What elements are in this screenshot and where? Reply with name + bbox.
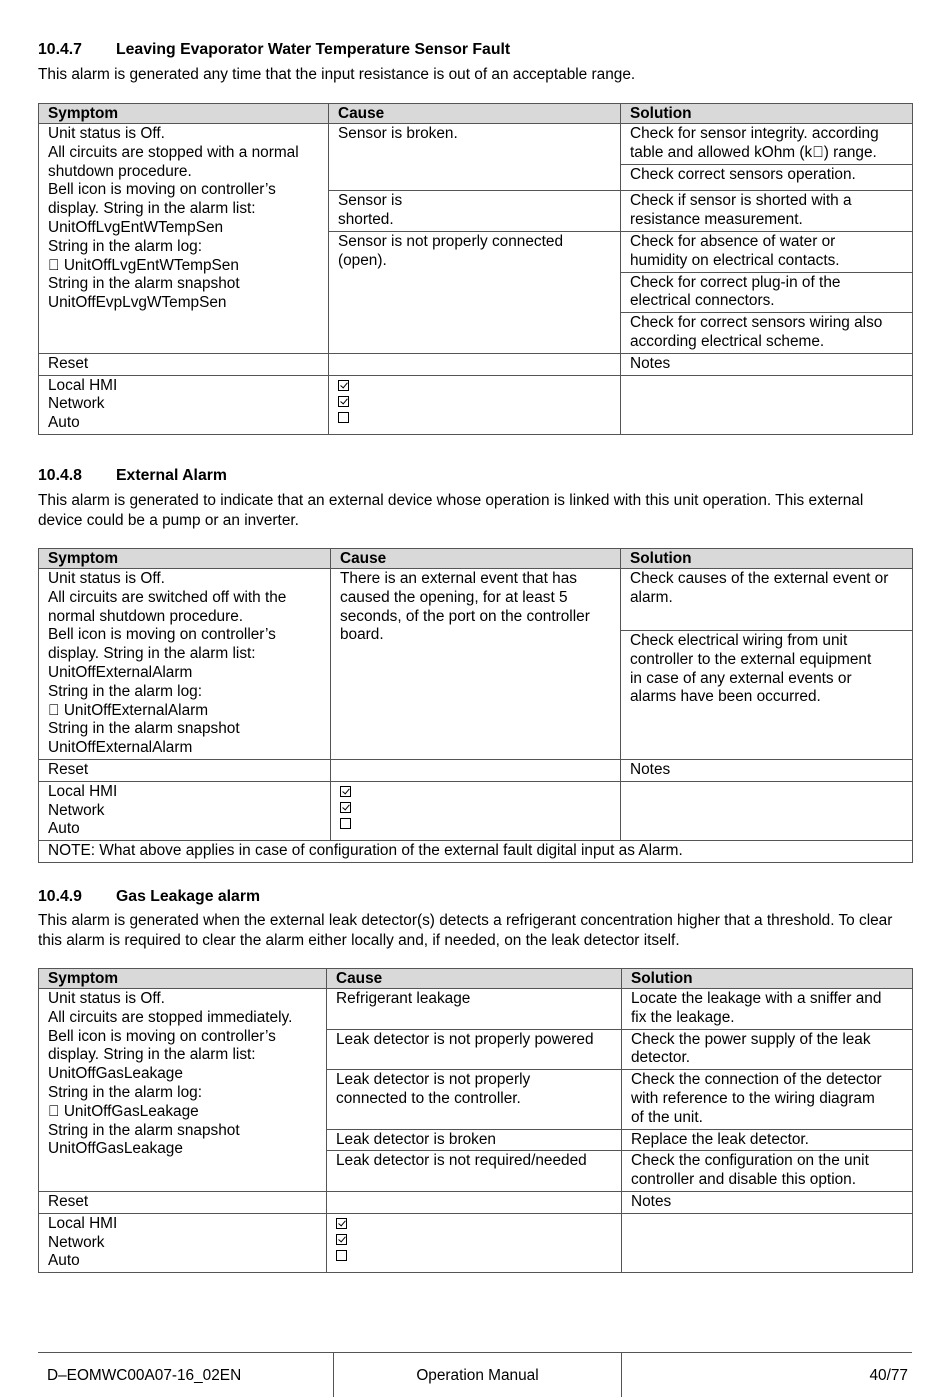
symptom-line: All circuits are stopped immediately. (48, 1008, 293, 1026)
symptom-line: String in the alarm log: (48, 682, 202, 700)
footer-page-number: 40/77 (869, 1367, 908, 1384)
symptom-cell (39, 989, 327, 1192)
section-description: This alarm is generated to indicate that an external device whose operation is linked with this unit operation. This external device could be a pump or an inverter. (38, 492, 864, 529)
notes-label: Notes (622, 1191, 913, 1213)
cause-cell (327, 1151, 622, 1192)
solution-text: Check for absence of water or humidity on electrical contacts. (630, 232, 840, 269)
table-header-row (39, 969, 913, 989)
solution-cell (622, 1151, 913, 1192)
header-solution: Solution (621, 104, 913, 124)
reset-method-network: Network (48, 395, 105, 413)
symptom-line: Bell icon is moving on controller’s (48, 626, 276, 644)
table-header-row (39, 549, 913, 569)
section-title: External Alarm (116, 467, 227, 484)
symptom-line: Bell icon is moving on controller’s (48, 1027, 276, 1045)
symptom-line: UnitOffGasLeakage (48, 1102, 192, 1120)
reset-method-local-hmi: Local HMI (48, 376, 118, 394)
solution-cell (621, 164, 913, 191)
cause-cell (327, 989, 622, 1030)
notes-cell (622, 1213, 913, 1272)
cause-text: Refrigerant leakage (336, 990, 471, 1007)
checked-box-icon (336, 1218, 347, 1229)
symptom-line: UnitOffExternalAlarm (48, 663, 193, 681)
cause-text: Sensor is shorted. (338, 192, 403, 229)
cause-cell (327, 1070, 622, 1129)
solution-cell (621, 631, 913, 760)
cause-cell (331, 569, 621, 760)
reset-empty-cell (331, 759, 621, 781)
checked-box-icon (340, 786, 351, 797)
symptom-line: Unit status is Off. (48, 570, 165, 587)
solution-text: Replace the leak detector. (631, 1130, 809, 1148)
header-symptom: Symptom (39, 104, 329, 124)
cause-cell (329, 191, 621, 232)
section-heading-10-4-7 (38, 41, 510, 59)
solution-text: Check electrical wiring from unit controller to the external equipment in case of any external events or alarms have been occurred. (630, 632, 872, 706)
symptom-line: display. String in the alarm list: (48, 1046, 256, 1064)
alarm-table-gas-leakage (38, 968, 913, 1273)
solution-cell (622, 1029, 913, 1070)
solution-text: Locate the leakage with a sniffer and fix the leakage. (631, 990, 882, 1026)
reset-empty-cell (327, 1191, 622, 1213)
section-number: 10.4.7 (38, 41, 82, 58)
section-title: Gas Leakage alarm (116, 888, 261, 905)
unchecked-box-icon (338, 412, 349, 423)
unchecked-box-icon (340, 818, 351, 829)
cause-text: Sensor is broken. (338, 125, 458, 142)
cause-text: There is an external event that has caused the opening, for at least 5 seconds, of the port on the controller board. (340, 570, 590, 644)
symptom-line: Unit status is Off. (48, 125, 165, 142)
page-footer (38, 1352, 912, 1397)
solution-text: Check the connection of the detector with reference to the wiring diagram of the unit. (631, 1071, 882, 1126)
header-symptom: Symptom (39, 549, 331, 569)
solution-cell (621, 313, 913, 354)
symptom-line: All circuits are switched off with the (48, 588, 287, 606)
reset-method-network: Network (48, 801, 105, 819)
symptom-cell (39, 124, 329, 354)
footer-doc-title: Operation Manual (334, 1353, 621, 1397)
table-header-row (39, 104, 913, 124)
reset-method-local-hmi: Local HMI (48, 1214, 118, 1232)
header-cause: Cause (327, 969, 622, 989)
note-row (39, 841, 913, 863)
cause-text: Sensor is not properly connected (open). (338, 232, 564, 269)
solution-cell (621, 124, 913, 165)
reset-method-network: Network (48, 1233, 105, 1251)
section-description: This alarm is generated when the external leak detector(s) detects a refrigerant concentration higher that a threshold. To clear this alarm is required to clear the alarm either locally and, if needed, on the leak detector itself. (38, 912, 893, 949)
solution-cell (621, 569, 913, 631)
reset-method-local-hmi: Local HMI (48, 782, 118, 800)
section-number: 10.4.9 (38, 888, 82, 905)
cause-cell (329, 124, 621, 191)
symptom-line: String in the alarm log: (48, 237, 202, 255)
reset-row (39, 1191, 913, 1213)
table-row (39, 124, 913, 165)
reset-method-auto: Auto (48, 820, 80, 838)
cause-text: Leak detector is broken (336, 1130, 496, 1148)
symptom-line: UnitOffEvpLvgWTempSen (48, 294, 227, 312)
header-symptom: Symptom (39, 969, 327, 989)
solution-cell (621, 231, 913, 272)
reset-checkbox-cell (331, 781, 621, 840)
header-cause: Cause (331, 549, 621, 569)
solution-text: Check the power supply of the leak detector. (631, 1030, 871, 1067)
symptom-line: All circuits are stopped with a normal (48, 143, 299, 161)
reset-checkbox-cell (329, 375, 621, 434)
symptom-line: display. String in the alarm list: (48, 200, 256, 218)
unchecked-box-icon (336, 1250, 347, 1261)
section-number: 10.4.8 (38, 467, 82, 484)
cause-text: Leak detector is not required/needed (336, 1152, 587, 1170)
solution-text: Check for correct plug-in of the electrical connectors. (630, 273, 841, 310)
symptom-line: UnitOffLvgEntWTempSen (48, 256, 232, 274)
symptom-line: Unit status is Off. (48, 990, 165, 1007)
section-heading-10-4-8 (38, 467, 227, 485)
notes-cell (621, 375, 913, 434)
solution-cell (622, 1129, 913, 1151)
reset-label: Reset (39, 353, 329, 375)
reset-row (39, 759, 913, 781)
checked-box-icon (338, 380, 349, 391)
reset-empty-cell (329, 353, 621, 375)
symptom-line: String in the alarm snapshot (48, 1121, 240, 1139)
symptom-line: UnitOffExternalAlarm (48, 739, 193, 757)
cause-text: Leak detector is not properly connected to the controller. (336, 1071, 531, 1107)
notes-cell (621, 781, 913, 840)
header-solution: Solution (621, 549, 913, 569)
cause-cell (327, 1129, 622, 1151)
symptom-line: Bell icon is moving on controller’s (48, 181, 276, 199)
solution-text: Check for sensor integrity. according table and allowed kOhm (k ) range. (630, 125, 879, 161)
reset-methods-row (39, 1213, 913, 1272)
solution-text: Check the configuration on the unit controller and disable this option. (631, 1152, 869, 1189)
section-heading-10-4-9 (38, 888, 260, 906)
note-cell: NOTE: What above applies in case of configuration of the external fault digital input as Alarm. (39, 841, 913, 863)
section-title: Leaving Evaporator Water Temperature Sensor Fault (116, 41, 511, 58)
alarm-table-sensor-fault (38, 103, 913, 435)
table-row (39, 569, 913, 631)
symptom-line: String in the alarm snapshot (48, 720, 240, 738)
symptom-line: UnitOffGasLeakage (48, 1065, 183, 1083)
reset-label: Reset (39, 759, 331, 781)
section-description: This alarm is generated any time that the input resistance is out of an acceptable range. (38, 66, 636, 83)
symptom-line: String in the alarm log: (48, 1083, 202, 1101)
cause-text: Leak detector is not properly powered (336, 1030, 594, 1048)
symptom-line: UnitOffGasLeakage (48, 1140, 183, 1158)
checked-box-icon (338, 396, 349, 407)
solution-cell (621, 191, 913, 232)
checked-box-icon (336, 1234, 347, 1245)
reset-label: Reset (39, 1191, 327, 1213)
solution-text: Check for correct sensors wiring also according electrical scheme. (630, 314, 883, 350)
reset-method-auto: Auto (48, 1252, 80, 1270)
symptom-line: String in the alarm snapshot (48, 275, 240, 293)
reset-methods-row (39, 781, 913, 840)
symptom-line: shutdown procedure. (48, 162, 192, 180)
solution-text: Check if sensor is shorted with a resistance measurement. (630, 192, 852, 229)
notes-label: Notes (621, 759, 913, 781)
header-solution: Solution (622, 969, 913, 989)
symptom-line: UnitOffExternalAlarm (48, 701, 201, 719)
cause-cell (329, 231, 621, 353)
reset-methods-cell (39, 1213, 327, 1272)
alarm-table-external-alarm (38, 548, 913, 863)
reset-row (39, 353, 913, 375)
symptom-line: normal shutdown procedure. (48, 607, 244, 625)
reset-checkbox-cell (327, 1213, 622, 1272)
solution-text: Check correct sensors operation. (630, 165, 856, 183)
solution-cell (621, 272, 913, 313)
footer-doc-code: D–EOMWC00A07-16_02EN (38, 1353, 334, 1397)
table-row (39, 989, 913, 1030)
symptom-cell (39, 569, 331, 760)
notes-label: Notes (621, 353, 913, 375)
solution-cell (622, 1070, 913, 1129)
symptom-line: display. String in the alarm list: (48, 645, 256, 663)
reset-methods-cell (39, 375, 329, 434)
symptom-line: UnitOffLvgEntWTempSen (48, 218, 224, 236)
reset-methods-row (39, 375, 913, 434)
solution-cell (622, 989, 913, 1030)
header-cause: Cause (329, 104, 621, 124)
solution-text: Check causes of the external event or alarm. (630, 570, 889, 606)
reset-method-auto: Auto (48, 414, 80, 432)
checked-box-icon (340, 802, 351, 813)
cause-cell (327, 1029, 622, 1070)
reset-methods-cell (39, 781, 331, 840)
